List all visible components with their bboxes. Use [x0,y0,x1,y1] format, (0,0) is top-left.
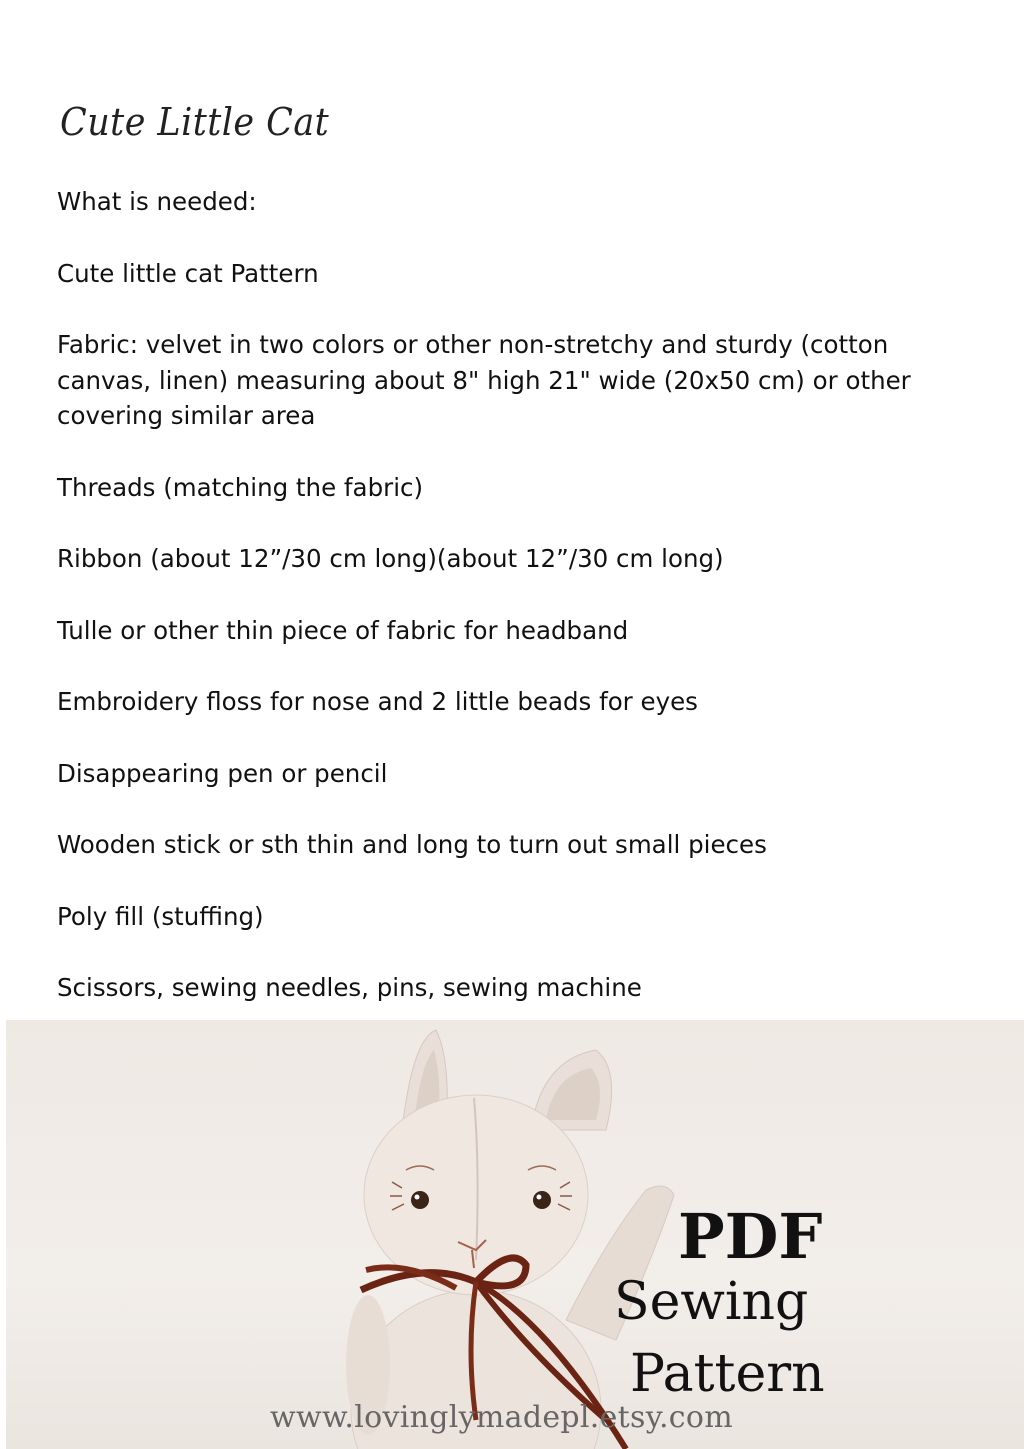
list-item: Scissors, sewing needles, pins, sewing machine [57,973,642,1002]
pdf-label: PDF [678,1200,823,1273]
sewing-label: Sewing [614,1272,809,1332]
pattern-label: Pattern [630,1344,825,1404]
page-title: Cute Little Cat [60,100,330,144]
list-item: Poly fill (stuffing) [57,901,264,931]
materials-list [57,184,937,1042]
list-item: Embroidery floss for nose and 2 little beads for eyes [57,687,698,716]
list-item: Disappearing pen or pencil [57,758,388,788]
shop-url: www.lovinglymadepl.etsy.com [270,1400,734,1435]
list-item: Threads (matching the fabric) [57,472,424,502]
list-item: Tulle or other thin piece of fabric for headband [57,615,629,645]
list-item: Fabric: velvet in two colors or other non-stretchy and sturdy (cotton canvas, linen) measuring about 8" high 21" wide (20x50 cm) or other covering similar area [57,330,911,430]
list-item: What is needed: [57,187,257,216]
list-item: Ribbon (about 12”/30 cm long)(about 12”/30 cm long) [57,544,724,573]
list-item: Cute little cat Pattern [57,258,319,288]
cat-toy-photo [6,1020,1024,1449]
cat-toy-illustration [6,1020,1024,1449]
list-item: Wooden stick or sth thin and long to turn out small pieces [57,830,767,859]
